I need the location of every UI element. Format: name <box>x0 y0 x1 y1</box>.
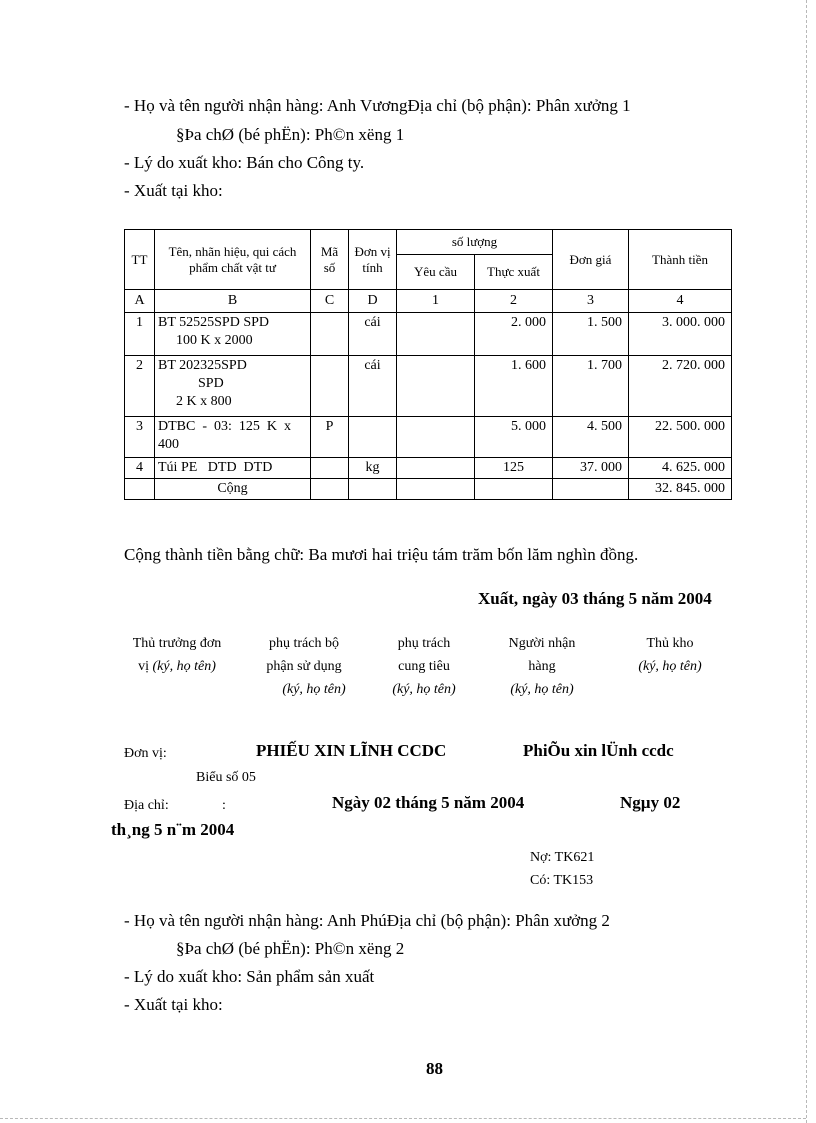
table-row <box>125 313 732 356</box>
total-amount: 32. 845. 000 <box>629 479 732 500</box>
signature-note: (ký, họ tên) <box>638 659 702 674</box>
signature-block <box>492 632 592 701</box>
letter-cell: C <box>311 290 349 313</box>
row-unit: cái <box>349 356 397 417</box>
unit-label: Đơn vị: <box>124 746 167 761</box>
header-code: Mã số <box>311 230 349 290</box>
row-tt: 4 <box>125 458 155 479</box>
garbled-address-line-2: §Þa chØ (bé phËn): Ph©n xëng 2 <box>176 939 405 958</box>
letter-cell: 1 <box>397 290 475 313</box>
row-qty-required <box>397 417 475 458</box>
form-title: PHIẾU XIN LĨNH CCDC <box>256 741 447 760</box>
table-row <box>125 458 732 479</box>
total-empty-cell <box>475 479 553 500</box>
row-name-line: DTBC - 03: 125 K x <box>158 419 291 434</box>
row-unit: kg <box>349 458 397 479</box>
warehouse-line-2: - Xuất tại kho: <box>124 995 223 1014</box>
letter-cell: 3 <box>553 290 629 313</box>
form-date: Ngày 02 tháng 5 năm 2004 <box>332 793 525 812</box>
header-tt: TT <box>125 230 155 290</box>
row-qty-actual: 5. 000 <box>475 417 553 458</box>
address-colon: : <box>222 798 226 813</box>
letter-cell: B <box>155 290 311 313</box>
items-table <box>124 229 732 500</box>
header-name: Tên, nhãn hiệu, qui cách phẩm chất vật tư <box>155 230 311 290</box>
row-code <box>311 356 349 417</box>
row-price: 1. 500 <box>553 313 629 356</box>
row-name <box>155 356 311 417</box>
credit-account: Có: TK153 <box>530 873 594 888</box>
row-price: 37. 000 <box>553 458 629 479</box>
table-row <box>125 417 732 458</box>
signature-subtitle: phận sử dụng <box>266 659 342 674</box>
row-name <box>155 313 311 356</box>
row-qty-required <box>397 458 475 479</box>
total-empty-cell <box>311 479 349 500</box>
table-row <box>125 356 732 417</box>
row-tt: 3 <box>125 417 155 458</box>
signature-subtitle: vị (ký, họ tên) <box>138 659 216 674</box>
signature-title: phụ trách <box>397 636 451 651</box>
signature-block <box>122 632 232 678</box>
row-code <box>311 313 349 356</box>
warehouse-line: - Xuất tại kho: <box>124 181 223 200</box>
row-amount: 3. 000. 000 <box>629 313 732 356</box>
row-amount: 22. 500. 000 <box>629 417 732 458</box>
receiver-line-2: - Họ và tên người nhận hàng: Anh PhúĐịa chỉ (bộ phận): Phân xưởng 2 <box>124 911 610 930</box>
header-price: Đơn giá <box>553 230 629 290</box>
form-number: Biểu số 05 <box>196 770 256 785</box>
table-header-row <box>125 230 732 255</box>
total-label: Cộng <box>155 479 311 500</box>
row-qty-required <box>397 313 475 356</box>
total-empty-cell <box>125 479 155 500</box>
debit-account: Nợ: TK621 <box>530 850 595 865</box>
page-bottom-rule <box>0 1118 806 1119</box>
receiver-line: - Họ và tên người nhận hàng: Anh VươngĐịa chỉ (bộ phận): Phân xưởng 1 <box>124 96 631 115</box>
form-date-garbled-cont: th¸ng 5 n¨m 2004 <box>111 820 235 839</box>
page-number: 88 <box>426 1059 443 1078</box>
signature-title: Thủ kho <box>646 636 694 651</box>
issue-date: Xuất, ngày 03 tháng 5 năm 2004 <box>478 589 712 608</box>
header-amount: Thành tiền <box>629 230 732 290</box>
header-unit: Đơn vị tính <box>349 230 397 290</box>
row-name-line: 100 K x 2000 <box>176 333 253 348</box>
letter-cell: 2 <box>475 290 553 313</box>
row-amount: 2. 720. 000 <box>629 356 732 417</box>
signature-block <box>372 632 476 701</box>
row-tt: 1 <box>125 313 155 356</box>
reason-line-2: - Lý do xuất kho: Sản phẩm sản xuất <box>124 967 375 986</box>
row-name-line: 400 <box>158 437 179 452</box>
form-title-garbled: PhiÕu xin lÜnh ccdc <box>523 741 674 760</box>
row-name-line: BT 52525SPD SPD <box>158 315 270 330</box>
signature-block <box>244 632 364 701</box>
row-name-line: 2 K x 800 <box>176 394 232 409</box>
total-empty-cell <box>349 479 397 500</box>
header-qty: số lượng <box>397 230 553 255</box>
form-date-garbled: Ngµy 02 <box>620 793 681 812</box>
signature-subtitle: cung tiêu <box>398 659 450 674</box>
row-code: P <box>311 417 349 458</box>
row-name <box>155 417 311 458</box>
row-unit <box>349 417 397 458</box>
row-unit: cái <box>349 313 397 356</box>
signature-block <box>620 632 720 678</box>
letter-cell: 4 <box>629 290 732 313</box>
header-qty-required: Yêu cầu <box>397 255 475 290</box>
row-name-line: SPD <box>198 376 224 391</box>
row-qty-actual: 2. 000 <box>475 313 553 356</box>
row-name-line: BT 202325SPD <box>158 358 247 373</box>
row-name: Túi PE DTD DTD <box>155 458 311 479</box>
letter-cell: A <box>125 290 155 313</box>
signature-note: (ký, họ tên) <box>282 682 346 697</box>
row-qty-actual: 1. 600 <box>475 356 553 417</box>
signature-title: Người nhận <box>508 636 576 651</box>
signature-subtitle: hàng <box>528 659 556 674</box>
total-in-words: Cộng thành tiền bằng chữ: Ba mươi hai triệu tám trăm bốn lăm nghìn đồng. <box>124 545 639 564</box>
total-empty-cell <box>397 479 475 500</box>
letter-cell: D <box>349 290 397 313</box>
address-label: Địa chỉ: <box>124 798 169 813</box>
signature-title: Thủ trưởng đơn <box>132 636 222 651</box>
table-total-row <box>125 479 732 500</box>
row-price: 1. 700 <box>553 356 629 417</box>
signature-title: phụ trách bộ <box>269 636 339 651</box>
row-qty-required <box>397 356 475 417</box>
table-letter-row <box>125 290 732 313</box>
header-qty-actual: Thực xuất <box>475 255 553 290</box>
signature-note: (ký, họ tên) <box>392 682 456 697</box>
row-qty-actual: 125 <box>475 458 553 479</box>
total-empty-cell <box>553 479 629 500</box>
garbled-address-line: §Þa chØ (bé phËn): Ph©n xëng 1 <box>176 125 405 144</box>
row-tt: 2 <box>125 356 155 417</box>
reason-line: - Lý do xuất kho: Bán cho Công ty. <box>124 153 365 172</box>
row-code <box>311 458 349 479</box>
page-right-rule <box>806 0 807 1123</box>
signature-note: (ký, họ tên) <box>510 682 574 697</box>
row-price: 4. 500 <box>553 417 629 458</box>
row-amount: 4. 625. 000 <box>629 458 732 479</box>
